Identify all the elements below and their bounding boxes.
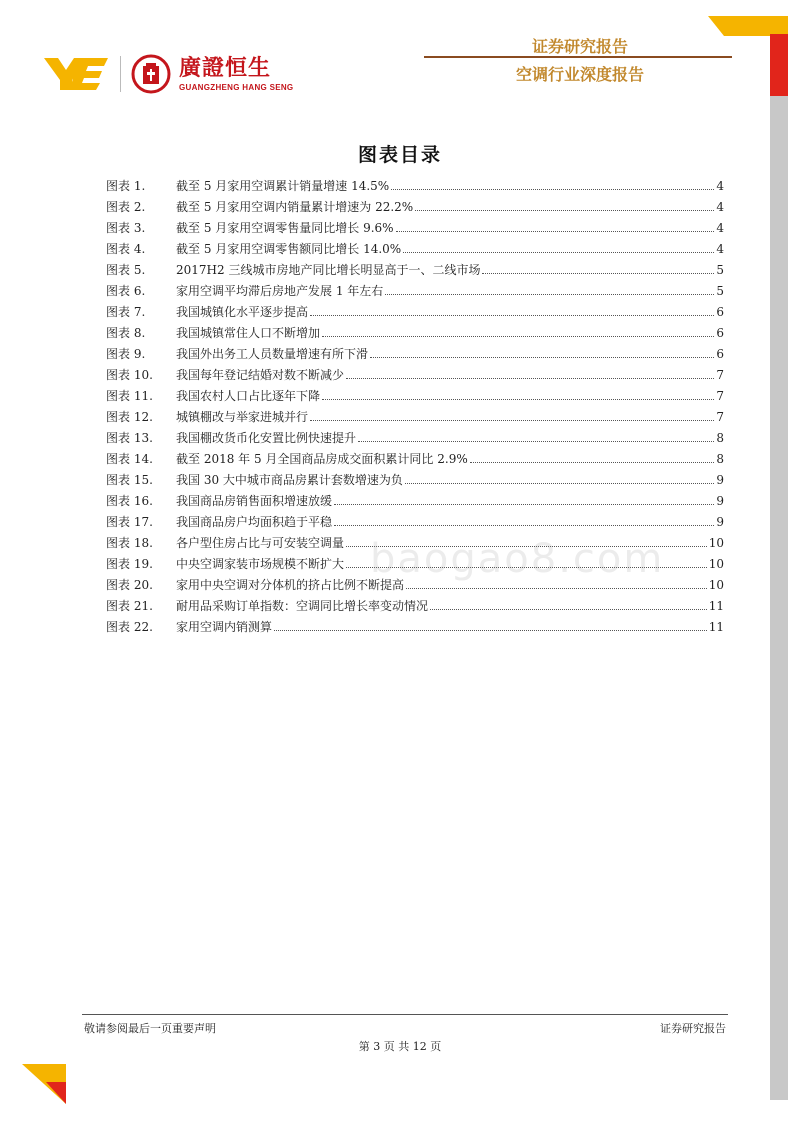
logo-english-name: GUANGZHENG HANG SENG [179,82,294,92]
toc-entry-text: 家用空调内销测算 [176,620,273,634]
toc-entry-text: 我国农村人口占比逐年下降 [176,389,321,403]
toc-entry-text: 各户型住房占比与可安装空调量 [176,536,345,550]
toc-entry-label: 图表 16. [106,494,153,508]
page-number: 第 3 页 共 12 页 [358,1040,442,1053]
toc-entry[interactable] [106,492,724,513]
toc-entry-text: 我国每年登记结婚对数不断减少 [176,368,345,382]
side-bar-red-accent [770,34,788,96]
toc-entry-page: 10 [708,557,724,571]
toc-entry[interactable] [106,219,724,240]
toc-entry[interactable] [106,261,724,282]
seal-logo-icon [131,54,171,94]
toc-entry-page: 5 [716,284,724,298]
toc-leader-dots [334,495,714,505]
corner-decoration-bottom [22,1064,66,1104]
toc-entry-page: 7 [716,389,724,403]
toc-entry-text: 截至 5 月家用空调零售额同比增长 14.0% [176,242,402,256]
toc-entry-page: 5 [716,263,724,277]
toc-entry-label: 图表 11. [106,389,153,403]
toc-entry-text: 家用空调平均滞后房地产发展 1 年左右 [176,284,384,298]
toc-entry[interactable] [106,597,724,618]
toc-leader-dots [482,264,714,274]
logo-separator [120,56,121,92]
toc-entry[interactable] [106,618,724,639]
toc-entry[interactable] [106,387,724,408]
toc-leader-dots [322,327,714,337]
toc-entry-label: 图表 6. [106,284,146,298]
toc-entry-page: 4 [716,242,724,256]
toc-entry-text: 2017H2 三线城市房地产同比增长明显高于一、二线市场 [176,263,481,277]
toc-entry-label: 图表 8. [106,326,146,340]
toc-entry-text: 我国商品房户均面积趋于平稳 [176,515,333,529]
toc-entry[interactable] [106,177,724,198]
toc-entry-label: 图表 19. [106,557,153,571]
footer-disclaimer: 敬请参阅最后一页重要声明 [84,1022,216,1035]
toc-entry-text: 中央空调家装市场规模不断扩大 [176,557,345,571]
toc-entry[interactable] [106,198,724,219]
report-title: 空调行业深度报告 [515,65,644,84]
toc-entry-text: 截至 5 月家用空调内销量累计增速为 22.2% [176,200,414,214]
toc-entry-label: 图表 9. [106,347,146,361]
toc-entry-page: 9 [716,473,724,487]
toc-entry-page: 9 [716,515,724,529]
toc-leader-dots [310,306,714,316]
toc-title: 图表目录 [357,144,442,166]
toc-entry[interactable] [106,429,724,450]
toc-leader-dots [403,243,714,253]
toc-entry-text: 我国棚改货币化安置比例快速提升 [176,431,357,445]
footer-report-type: 证券研究报告 [660,1022,726,1035]
toc-entry-text: 截至 2018 年 5 月全国商品房成交面积累计同比 2.9% [176,452,468,466]
toc-entry-text: 耐用品采购订单指数：空调同比增长率变动情况 [176,599,429,613]
logo-text [179,57,293,92]
toc-entry[interactable] [106,366,724,387]
toc-entry-label: 图表 18. [106,536,153,550]
toc-entry-label: 图表 5. [106,263,146,277]
toc-leader-dots [470,453,715,463]
toc-leader-dots [430,600,707,610]
toc-entry-page: 6 [716,326,724,340]
toc-entry-page: 8 [716,452,724,466]
toc-entry-text: 我国城镇常住人口不断增加 [176,326,321,340]
toc-entry-page: 10 [708,578,724,592]
toc-entry[interactable] [106,471,724,492]
toc-entry[interactable] [106,324,724,345]
toc-entry-page: 9 [716,494,724,508]
toc-entry-label: 图表 12. [106,410,153,424]
toc-entry-text: 家用中央空调对分体机的挤占比例不断提高 [176,578,405,592]
toc-entry[interactable] [106,303,724,324]
corner-decoration-top [708,16,788,36]
toc-entry-label: 图表 2. [106,200,146,214]
toc-entry-page: 11 [708,599,724,613]
toc-entry-label: 图表 13. [106,431,153,445]
toc-leader-dots [370,348,714,358]
toc-entry-text: 截至 5 月家用空调零售量同比增长 9.6% [176,221,394,235]
toc-entry-page: 4 [716,179,724,193]
toc-entry-label: 图表 7. [106,305,146,319]
toc-entry-page: 7 [716,368,724,382]
toc-entry-page: 6 [716,347,724,361]
toc-entry-label: 图表 15. [106,473,153,487]
toc-leader-dots [310,411,714,421]
toc-entry[interactable] [106,240,724,261]
toc-entry-label: 图表 10. [106,368,153,382]
toc-entry-label: 图表 21. [106,599,153,613]
ye-logo-icon [44,54,110,94]
toc-entry-label: 图表 4. [106,242,146,256]
toc-leader-dots [385,285,714,295]
toc-entry-page: 4 [716,200,724,214]
watermark: baogao8.com [370,536,665,582]
toc-entry-text: 我国城镇化水平逐步提高 [176,305,309,319]
toc-leader-dots [346,369,714,379]
toc-entry[interactable] [106,282,724,303]
toc-leader-dots [405,474,714,484]
toc-entry-page: 6 [716,305,724,319]
toc-entry[interactable] [106,513,724,534]
toc-leader-dots [358,432,714,442]
toc-entry-page: 11 [708,620,724,634]
side-bar-decoration [770,34,788,1100]
toc-entry-label: 图表 14. [106,452,153,466]
toc-entry-label: 图表 1. [106,179,146,193]
toc-entry[interactable] [106,450,724,471]
toc-leader-dots [391,180,714,190]
toc-leader-dots [274,621,707,631]
toc-entry-text: 我国商品房销售面积增速放缓 [176,494,333,508]
toc-entry-text: 截至 5 月家用空调累计销量增速 14.5% [176,179,390,193]
toc-leader-dots [334,516,714,526]
header-divider [424,56,732,58]
toc-entry-page: 8 [716,431,724,445]
toc-entry[interactable] [106,345,724,366]
toc-leader-dots [396,222,715,232]
toc-entry-page: 4 [716,221,724,235]
toc-entry-page: 10 [708,536,724,550]
toc-entry-text: 我国外出务工人员数量增速有所下滑 [176,347,369,361]
footer-divider [82,1014,728,1015]
company-logo [44,52,293,96]
report-type: 证券研究报告 [531,37,628,56]
toc-entry[interactable] [106,408,724,429]
logo-chinese-name: 廣證恒生 [179,55,272,81]
toc-leader-dots [415,201,714,211]
toc-entry-label: 图表 20. [106,578,153,592]
toc-entry-text: 城镇棚改与举家进城并行 [176,410,309,424]
toc-entry-label: 图表 22. [106,620,153,634]
toc-entry-text: 我国 30 大中城市商品房累计套数增速为负 [176,473,403,487]
toc-leader-dots [322,390,714,400]
toc-entry-label: 图表 17. [106,515,153,529]
toc-entry-page: 7 [716,410,724,424]
toc-entry-label: 图表 3. [106,221,146,235]
